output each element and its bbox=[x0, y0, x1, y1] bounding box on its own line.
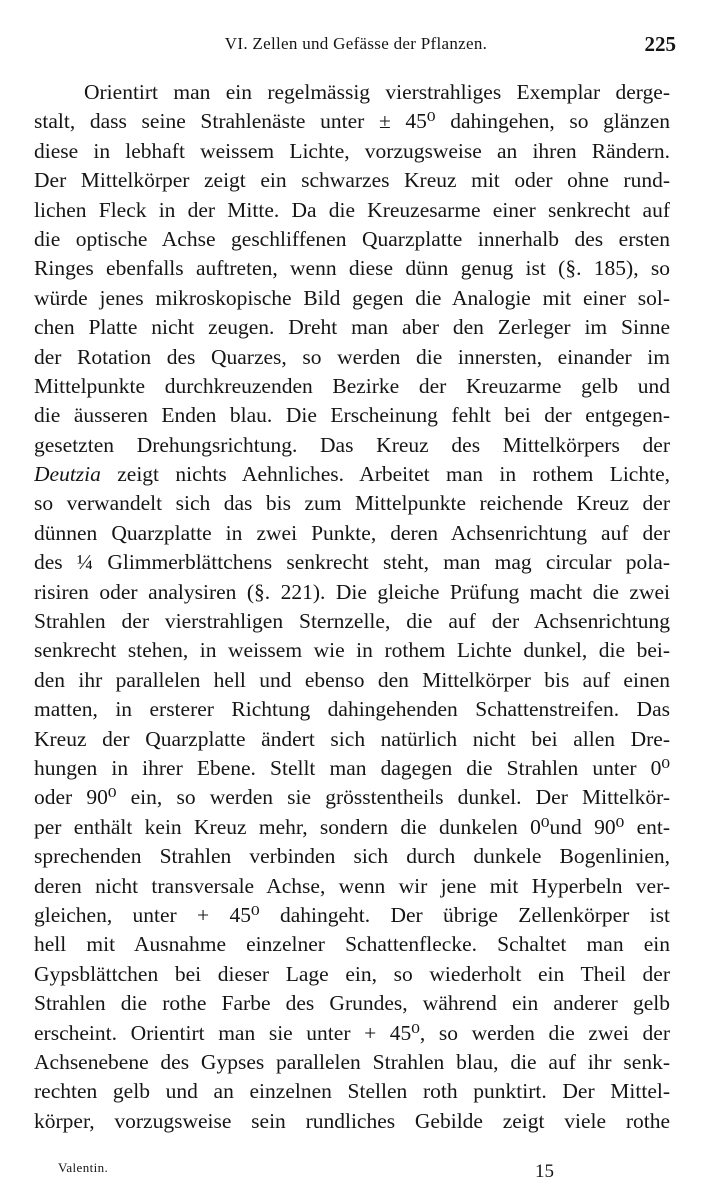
text-line: die äusseren Enden blau. Die Erscheinung fehlt bei der entgegen- bbox=[34, 403, 670, 428]
text-line: Gypsblättchen bei dieser Lage ein, so wiederholt ein Theil der bbox=[34, 961, 670, 986]
text-line: Mittelpunkte durchkreuzenden Bezirke der Kreuzarme gelb und bbox=[34, 373, 670, 398]
genus-name: Deutzia bbox=[34, 462, 101, 487]
text-line: Achsenebene des Gypses parallelen Strahlen blau, die auf ihr senk- bbox=[34, 1049, 670, 1074]
text-line: Deutzia zeigt nichts Aehnliches. Arbeitet man in rothem Lichte, bbox=[34, 462, 670, 487]
text-line: lichen Fleck in der Mitte. Da die Kreuzesarme einer senkrecht auf bbox=[34, 197, 670, 222]
text-line: matten, in ersterer Richtung dahingehenden Schattenstreifen. Das bbox=[34, 697, 670, 722]
text-line: per enthält kein Kreuz mehr, sondern die dunkelen 0⁰und 90⁰ ent- bbox=[34, 814, 670, 839]
text-line: risiren oder analysiren (§. 221). Die gleiche Prüfung macht die zwei bbox=[34, 579, 670, 604]
text-line: oder 90⁰ ein, so werden sie grösstentheils dunkel. Der Mittelkör- bbox=[34, 785, 670, 810]
text-line: gesetzten Drehungsrichtung. Das Kreuz des Mittelkörpers der bbox=[34, 432, 670, 457]
text-line: hungen in ihrer Ebene. Stellt man dagegen die Strahlen unter 0⁰ bbox=[34, 755, 670, 780]
text-line: Der Mittelkörper zeigt ein schwarzes Kreuz mit oder ohne rund- bbox=[34, 168, 670, 193]
text-line: körper, vorzugsweise sein rundliches Gebilde zeigt viele rothe bbox=[34, 1108, 670, 1133]
text-line: diese in lebhaft weissem Lichte, vorzugsweise an ihren Rändern. bbox=[34, 138, 670, 163]
chapter-title: VI. Zellen und Gefässe der Pflanzen. bbox=[224, 34, 488, 53]
text-line: hell mit Ausnahme einzelner Schattenflecke. Schaltet man ein bbox=[34, 932, 670, 957]
text-line: stalt, dass seine Strahlenäste unter ± 45⁰ dahingehen, so glänzen bbox=[34, 109, 670, 134]
text-line: rechten gelb und an einzelnen Stellen roth punktirt. Der Mittel- bbox=[34, 1079, 670, 1104]
text-line: dünnen Quarzplatte in zwei Punkte, deren Achsenrichtung auf der bbox=[34, 520, 670, 545]
text-line: Kreuz der Quarzplatte ändert sich natürlich nicht bei allen Dre- bbox=[34, 726, 670, 751]
text-line: würde jenes mikroskopische Bild gegen die Analogie mit einer sol- bbox=[34, 285, 670, 310]
text-line: der Rotation des Quarzes, so werden die innersten, einander im bbox=[34, 344, 670, 369]
text-line: erscheint. Orientirt man sie unter + 45⁰, so werden die zwei der bbox=[34, 1020, 670, 1045]
page-number: 225 bbox=[644, 32, 676, 56]
running-header bbox=[36, 34, 676, 62]
text-line: chen Platte nicht zeugen. Dreht man aber den Zerleger im Sinne bbox=[34, 315, 670, 340]
body-text bbox=[34, 78, 670, 1136]
text-line: senkrecht stehen, in weissem wie in rothem Lichte dunkel, die bei- bbox=[34, 638, 670, 663]
text-line: Strahlen der vierstrahligen Sternzelle, die auf der Achsenrichtung bbox=[34, 609, 670, 634]
printer-signature: Valentin. bbox=[58, 1160, 109, 1175]
text-line: Strahlen die rothe Farbe des Grundes, während ein anderer gelb bbox=[34, 991, 670, 1016]
text-line: deren nicht transversale Achse, wenn wir jene mit Hyperbeln ver- bbox=[34, 873, 670, 898]
text-line: Orientirt man ein regelmässig vierstrahliges Exemplar derge- bbox=[84, 80, 670, 104]
sheet-number: 15 bbox=[535, 1161, 554, 1182]
text-line: die optische Achse geschliffenen Quarzplatte innerhalb des ersten bbox=[34, 226, 670, 251]
text-line: sprechenden Strahlen verbinden sich durch dunkele Bogenlinien, bbox=[34, 844, 670, 869]
text-line: Ringes ebenfalls auftreten, wenn diese dünn genug ist (§. 185), so bbox=[34, 256, 670, 281]
text-line: gleichen, unter + 45⁰ dahingeht. Der übrige Zellenkörper ist bbox=[34, 902, 670, 927]
text-line: des ¼ Glimmerblättchens senkrecht steht, man mag circular pola- bbox=[34, 550, 670, 575]
text-line: den ihr parallelen hell und ebenso den Mittelkörper bis auf einen bbox=[34, 667, 670, 692]
text-line: so verwandelt sich das bis zum Mittelpunkte reichende Kreuz der bbox=[34, 491, 670, 516]
